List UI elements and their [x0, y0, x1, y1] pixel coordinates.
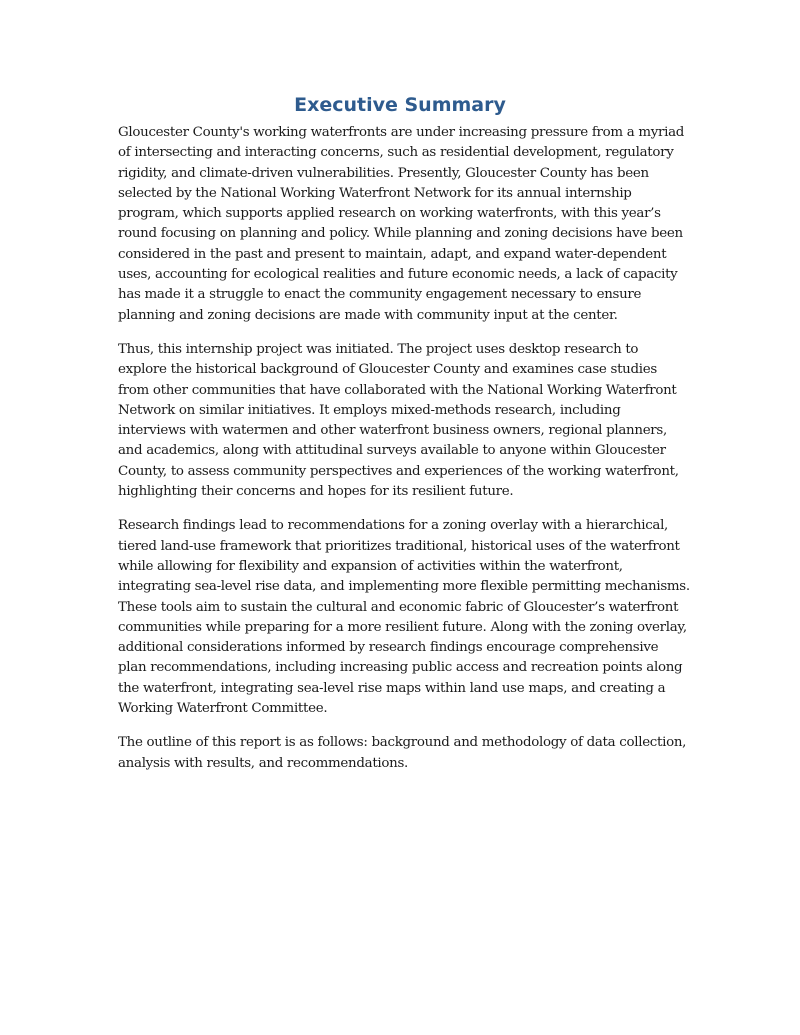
- paragraph-3: Research findings lead to recommendations for a zoning overlay with a hierarchical, tiered land-use framework that prioritizes traditional, historical uses of the waterfront while allowing for flexibility and expansion of activities within the waterfront, integrating sea-level rise data, and implementing more flexible permitting mechanisms. These tools aim to sustain the cultural and economic fabric of Gloucester’s waterfront communities while preparing for a more resilient future. Along with the zoning overlay, additional considerations informed by research findings encourage comprehensive plan recommendations, including increasing public access and recreation points along the waterfront, integrating sea-level rise maps within land use maps, and creating a Working Waterfront Committee.: [118, 518, 690, 717]
- document-body: [118, 123, 690, 788]
- paragraph-2: Thus, this internship project was initiated. The project uses desktop research to explore the historical background of Gloucester County and examines case studies from other communities that have collaborated with the National Working Waterfront Network on similar initiatives. It employs mixed-methods research, including interviews with watermen and other waterfront business owners, regional planners, and academics, along with attitudinal surveys available to anyone within Gloucester County, to assess community perspectives and experiences of the working waterfront, highlighting their concerns and hopes for its resilient future.: [118, 341, 679, 500]
- paragraph-4: The outline of this report is as follows: background and methodology of data collection, analysis with results, and recommendations.: [118, 735, 687, 771]
- page-title: Executive Summary: [294, 94, 506, 116]
- paragraph-1: Gloucester County's working waterfronts are under increasing pressure from a myriad of intersecting and interacting concerns, such as residential development, regulatory rigidity, and climate-driven vulnerabilities. Presently, Gloucester County has been selected by the National Working Waterfront Network for its annual internship program, which supports applied research on working waterfronts, with this year’s round focusing on planning and policy. While planning and zoning decisions have been considered in the past and present to maintain, adapt, and expand water-dependent uses, accounting for ecological realities and future economic needs, a lack of capacity has made it a struggle to enact the community engagement necessary to ensure planning and zoning decisions are made with community input at the center.: [118, 125, 685, 323]
